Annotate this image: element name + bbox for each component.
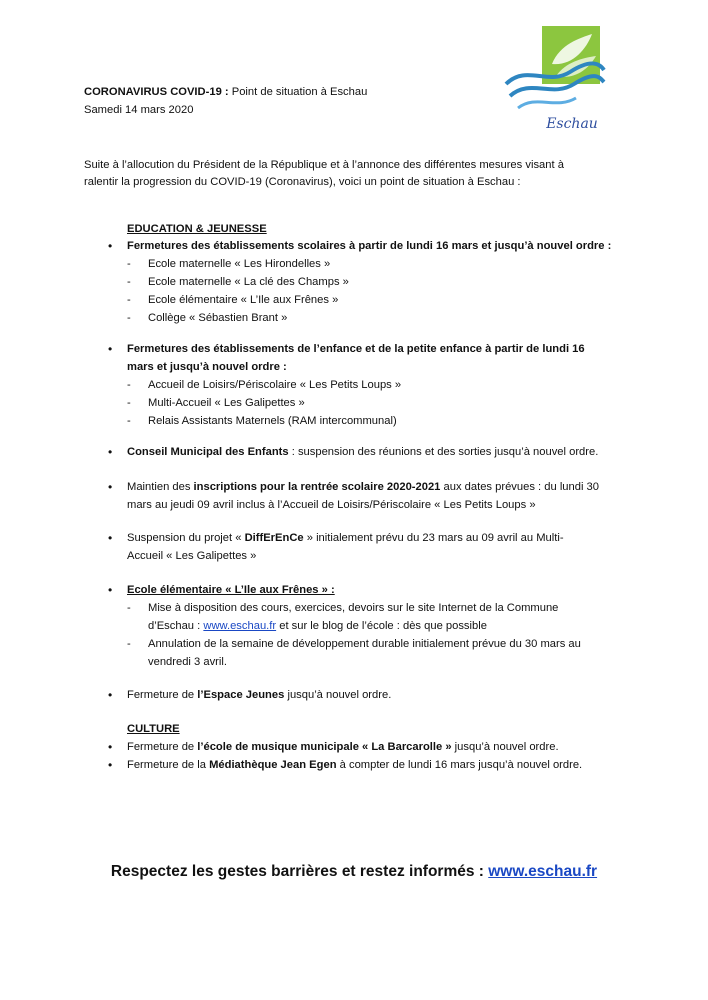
footer-website-link[interactable]: www.eschau.fr [488,863,598,880]
dash-icon: - [127,276,131,288]
eschau-website-link[interactable]: www.eschau.fr [203,620,277,632]
youth-pre: Fermeture de [127,689,198,701]
dash-icon: - [127,294,131,306]
footer-message [0,862,708,882]
youth-bold: l’Espace Jeunes [197,689,285,701]
inscriptions-line [127,479,599,496]
music-bold: l’école de musique municipale « La Barcarolle » [197,741,452,753]
school-item: Ecole maternelle « La clé des Champs » [148,276,349,288]
dash-icon: - [127,638,131,650]
council-rest: : suspension des réunions et des sorties jusqu’à nouvel ordre. [288,446,599,458]
inscriptions-bold: inscriptions pour la rentrée scolaire 2020-2021 [193,481,441,493]
childhood-item: Multi-Accueil « Les Galipettes » [148,397,305,409]
bullet-icon: • [108,740,113,754]
childhood-item: Accueil de Loisirs/Périscolaire « Les Petits Loups » [148,379,402,391]
section-title-culture: CULTURE [127,723,180,735]
dash-icon: - [127,312,131,324]
intro-line: ralentir la progression du COVID-19 (Coronavirus), voici un point de situation à Eschau : [84,175,521,188]
project-bold: DiffErEnCe [244,532,304,544]
bullet-icon: • [108,239,113,253]
youth-post: jusqu’à nouvel ordre. [284,689,392,701]
project-post: » initialement prévu du 23 mars au 09 avril au Multi- [303,532,564,544]
document-date: Samedi 14 mars 2020 [84,104,194,116]
title-bold: CORONAVIRUS COVID-19 : [84,86,229,98]
intro-paragraph [84,157,624,190]
childhood-item: Relais Assistants Maternels (RAM intercommunal) [148,415,397,427]
council-line [127,444,598,461]
inscriptions-post: aux dates prévues : du lundi 30 [440,481,600,493]
elementary-heading: Ecole élémentaire « L’Ile aux Frênes » : [127,584,335,596]
logo-text: Eschau [546,116,598,132]
council-bold: Conseil Municipal des Enfants [127,446,289,458]
bullet-icon: • [108,583,113,597]
bullet-icon: • [108,688,113,702]
school-item: Ecole élémentaire « L’Ile aux Frênes » [148,294,339,306]
intro-line: Suite à l’allocution du Président de la République et à l’annonce des différentes mesures visant à [84,159,564,171]
footer-text: Respectez les gestes barrières et restez informés : [110,863,489,880]
elementary-pre: d’Eschau : [148,620,204,632]
youth-line [127,687,391,704]
inscriptions-line2: mars au jeudi 09 avril inclus à l’Accueil de Loisirs/Périscolaire « Les Petits Loups » [127,499,536,511]
bullet-icon: • [108,758,113,772]
project-line [127,530,564,547]
music-pre: Fermeture de [127,741,198,753]
library-post: à compter de lundi 16 mars jusqu’à nouvel ordre. [336,759,583,771]
dash-icon: - [127,258,131,270]
section-title-education: EDUCATION & JEUNESSE [127,223,267,235]
bullet-icon: • [108,342,113,356]
library-bold: Médiathèque Jean Egen [209,759,337,771]
library-pre: Fermeture de la [127,759,210,771]
childhood-heading-line: Fermetures des établissements de l’enfance et de la petite enfance à partir de lundi 16 [127,343,585,355]
elementary-item-line [148,618,487,635]
dash-icon: - [127,379,131,391]
dash-icon: - [127,415,131,427]
bullet-icon: • [108,445,113,459]
eschau-logo [500,24,608,134]
childhood-heading-line: mars et jusqu’à nouvel ordre : [127,361,287,373]
elementary-item-line: vendredi 3 avril. [148,656,227,668]
document-title [84,84,367,101]
school-item: Collège « Sébastien Brant » [148,312,288,324]
bullet-icon: • [108,480,113,494]
school-item: Ecole maternelle « Les Hirondelles » [148,258,331,270]
library-line [127,757,582,774]
elementary-post: et sur le blog de l’école : dès que possible [276,620,487,632]
elementary-item-line: Annulation de la semaine de développement durable initialement prévue du 30 mars au [148,638,581,650]
elementary-item-line: Mise à disposition des cours, exercices, devoirs sur le site Internet de la Commune [148,602,559,614]
dash-icon: - [127,397,131,409]
project-line2: Accueil « Les Galipettes » [127,550,257,562]
music-post: jusqu’à nouvel ordre. [451,741,559,753]
schools-heading: Fermetures des établissements scolaires à partir de lundi 16 mars et jusqu’à nouvel ordre : [127,240,612,252]
music-line [127,739,559,756]
project-pre: Suspension du projet « [127,532,245,544]
dash-icon: - [127,602,131,614]
inscriptions-pre: Maintien des [127,481,194,493]
title-rest: Point de situation à Eschau [228,86,368,98]
water-wave-icon [518,98,576,108]
bullet-icon: • [108,531,113,545]
